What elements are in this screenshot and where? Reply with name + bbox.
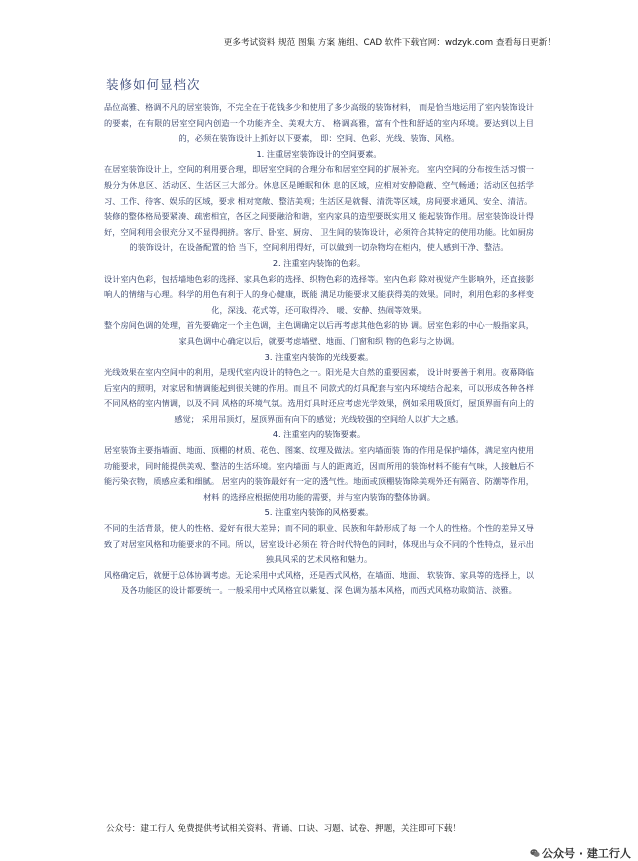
style-paragraph-1: 不同的生活背景，使人的性格、爱好有很大差异；而不同的职业、民族和年龄形成了每 一个人的性格。个性的差异又导致了对居室风格和功能要求的不同。所以，居室设计必须在 符合时代特色的同时，体现出与众不同的个性特点，显示出独具风采的艺术风格和魅力。 [104,523,534,565]
document-body [104,100,534,599]
section-heading-space: 1. 注重居室装饰设计的空间要素。 [256,148,382,159]
space-paragraph-1: 在居室装饰设计上，空间的利用要合理，即居室空间的合理分布和居室空间的扩展补充。 室内空间的分布按生活习惯一般分为休息区、活动区、生活区三大部分。休息区是睡眠和休 息的区域，应相对安静隐蔽、空气畅通；活动区包括学习、工作、待客、娱乐的区域，要求 相对宽敞、整洁美观；生活区是就餐、清洗等区域，房间要求通风、安全、清洁。 [104,164,534,206]
section-heading-light: 3. 注重室内装饰的光线要素。 [264,351,374,362]
section-heading-decoration: 4. 注重室内的装饰要素。 [272,429,366,440]
section-heading-color: 2. 注重室内装饰的色彩。 [272,257,366,268]
color-paragraph-2: 整个房间色调的处理，首先要确定一个主色调，主色调确定以后再考虑其他色彩的协 调。居室色彩的中心一般指家具，家具色调中心确定以后，就要考虑墙壁、地面、门窗和织 物的色彩与之协调。 [104,320,534,346]
decoration-paragraph: 居室装饰主要指墙面、地面、顶棚的材质、花色、图案、纹理及做法。室内墙面装 饰的作用是保护墙体，满足室内使用功能要求，同时能提供美观、整洁的生活环境。室内墙面 与人的距离近，因而所用的装饰材料不能有气味，人接触后不能污染衣物，质感应柔和细腻。 居室内的装饰最好有一定的透气性。地面或顶棚装饰除美观外还有隔音、防潮等作用，材料 的选择应根据使用功能的需要，并与室内装饰的整体协调。 [104,445,534,502]
page-header: 更多考试资料 规范 图集 方案 施组、CAD 软件下载官网：wdzyk.com 查看每日更新！ [223,38,556,48]
section-heading-style: 5. 注重室内装饰的风格要素。 [264,507,374,518]
style-paragraph-2: 风格确定后，就便于总体协调考虑。无论采用中式风格，还是西式风格，在墙面、地面、 软装饰、家具等的选择上，以及各功能区的设计都要统一。一般采用中式风格宜以紫复、深 色调为基本风格，而西式风格功取简洁、淡雅。 [104,569,534,596]
space-paragraph-2: 装修的整体格局要紧凑、疏密相宜，各区之间要融洽和谐，室内家具的造型要既实用又 能起装饰作用。居室装饰设计得好，空间利用会很充分又不显得拥挤。客厅、卧室、厨房、 卫生间的装饰设计，必须符合其特定的使用功能。比如厨房的装饰设计，在设备配置的恰 当下，空间利用得好，可以做到一切杂物均在柜内，使人感到干净、整洁。 [104,211,534,253]
watermark [530,845,631,861]
light-paragraph: 光线效果在室内空间中的利用，是现代室内设计的特色之一。阳光是大自然的重要因素， 设计时要善于利用。夜幕降临后室内的照明，对家居和情调能起到很关键的作用。而且不 同款式的灯具配套与室内环境结合起来，可以形成各种各样不同风格的室内情调，以及不同 风格的环境气氛。选用灯具时还应考虑光学效果，例如采用吸顶灯，屋顶界面有向上的感觉； 采用吊顶灯，屋顶界面有向下的感觉；光线较强的空间给人以扩大之感。 [104,367,534,424]
intro-paragraph: 品位高雅、格调不凡的居室装饰，不完全在于花钱多少和使用了多少高级的装饰材料， 而是恰当地运用了室内装饰设计的要素，在有限的居室空间内创造一个功能齐全、美观大方、 格调高雅，富有个性和舒适的室内环境。要达到以上目的，必须在装饰设计上抓好以下要素， 即：空间、色彩、光线、装饰、风格。 [104,102,534,144]
document-title: 装修如何显档次 [106,77,201,92]
watermark-text: 公众号 · 建工行人 [542,847,631,860]
color-paragraph-1: 设计室内色彩，包括墙地色彩的选择、家具色彩的选择、织物色彩的选择等。室内色彩 除对视觉产生影响外，还直接影响人的情绪与心理。科学的用色有利于人的身心健康，既能 满足功能要求又能获得美的效果。同时，利用色彩的多样变化，深浅、花式等，还可取得冷、 暖、安静、热闹等效果。 [104,273,534,315]
wechat-icon [530,848,540,858]
page-footer: 公众号：建工行人 免费提供考试相关资料、背诵、口诀、习题、试卷、押题，关注即可下载！ [106,824,462,834]
